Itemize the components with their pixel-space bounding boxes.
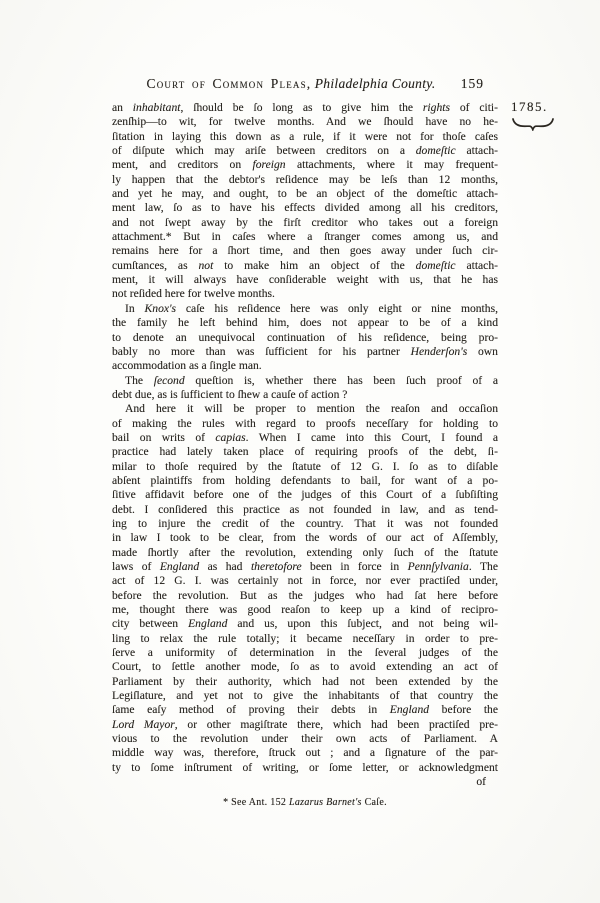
- text-line: ty to ſome inſtrument of writing, or ſome letter, or acknowledgment: [112, 760, 498, 774]
- text-line: middle way was, therefore, ſtruck out ; and a ſignature of the par-: [112, 746, 498, 760]
- text-line: abſent plaintiffs from holding defendants to bail, for want of a po-: [112, 473, 498, 487]
- text-line: Parliament by their authority, which had not been extended by the: [112, 674, 498, 688]
- text-line: Lord Mayor, or other magiſtrate there, which had been practiſed pre-: [112, 717, 498, 731]
- text-line: me, thought there was good reaſon to keep up a kind of recipro-: [112, 603, 498, 617]
- text-line: Legiſlature, and yet not to give the inhabitants of that country the: [112, 689, 498, 703]
- text-line: ing to injure the credit of the country. That it was not founded: [112, 516, 498, 530]
- text-line: in law I took to be clear, from the words of our act of Aſſembly,: [112, 531, 498, 545]
- text-line: ſitive affidavit before one of the judges of this Court of a ſubſiſting: [112, 488, 498, 502]
- text-block: [112, 101, 498, 790]
- header-title: [112, 76, 498, 92]
- header-court-name: Court of Common Pleas,: [146, 76, 312, 91]
- text-line: ment law, ſo as to have his effects divided among all his creditors,: [112, 201, 498, 215]
- text-line: before the revolution. But as the judges who had ſat here before: [112, 588, 498, 602]
- text-line: The ſecond queſtion is, whether there has been ſuch proof of a: [125, 373, 498, 387]
- text-line: In Knox's caſe his reſidence here was only eight or nine months,: [125, 301, 498, 315]
- footnote-text: * See Ant. 152 Lazarus Barnet's Caſe.: [223, 797, 387, 808]
- text-line: ſame eaſy method of proving their debts in England before the: [112, 703, 499, 717]
- text-line: attachment.* But in caſes where a ſtranger comes among us, and: [112, 230, 498, 244]
- text-line: ment, and creditors on foreign attachments, where it may frequent-: [112, 158, 498, 172]
- text-line: milar to thoſe required by the ſtatute of 12 G. I. ſo as to diſable: [112, 459, 498, 473]
- text-line: ling to relax the rule totally; it became neceſſary in order to pre-: [112, 631, 498, 645]
- text-line: ſitation in laying this down as a rule, if it were not for thoſe caſes: [112, 129, 498, 143]
- text-line: And here it will be proper to mention the reaſon and occaſion: [125, 402, 498, 416]
- paragraph-lines: [112, 101, 498, 775]
- text-line: and not ſwept away by the firſt creditor who takes out a foreign: [112, 215, 498, 229]
- text-line: made ſhortly after the revolution, extending only ſuch of the ſtatute: [112, 545, 498, 559]
- text-line: debt due, as is ſufficient to ſhew a cauſe of action ?: [112, 387, 348, 401]
- text-line: bail on writs of capias. When I came into this Court, I found a: [112, 430, 498, 444]
- text-line: of diſpute which may ariſe between creditors on a domeſtic attach-: [112, 144, 498, 158]
- text-line: cumſtances, as not to make him an object of the domeſtic attach-: [112, 258, 498, 272]
- text-line: ſerve a uniformity of determination in the ſeveral judges of the: [112, 646, 498, 660]
- text-line: accommodation as a ſingle man.: [112, 359, 262, 373]
- text-line: debt. I conſidered this practice as not founded in law, and as tend-: [112, 502, 498, 516]
- text-line: ly happen that the debtor's reſidence may be leſs than 12 months,: [112, 172, 498, 186]
- margin-year-note: [511, 98, 571, 131]
- text-line: an inhabitant, ſhould be ſo long as to give him the rights of citi-: [112, 101, 499, 114]
- page-number: 159: [460, 76, 484, 91]
- text-line: of making the rules with regard to proofs neceſſary for holding to: [112, 416, 498, 430]
- text-line: remains here for a ſhort time, and then goes away under ſuch cir-: [112, 244, 498, 258]
- text-line: zenſhip—to wit, for twelve months. And we ſhould have no he-: [112, 115, 498, 129]
- text-line: to denote an unequivocal continuation of his reſidence, being pro-: [112, 330, 498, 344]
- text-line: laws of England as had theretofore been in force in Pennſylvania. The: [112, 560, 498, 573]
- text-line: city between England and us, upon this ſubject, and not being wil-: [112, 617, 498, 631]
- text-line: act of 12 G. I. was certainly not in force, nor ever practiſed under,: [112, 574, 498, 588]
- text-line: and yet he may, and ought, to be an object of the domeſtic attach-: [112, 187, 498, 201]
- header-county-name: Philadelphia County.: [314, 76, 436, 91]
- text-line: vious to the revolution under their own acts of Parliament. A: [112, 732, 498, 746]
- catchword: of: [476, 775, 486, 789]
- text-line: Court, to ſettle another mode, ſo as to avoid extending an act of: [112, 660, 498, 674]
- text-line: bably no more than was ſufficient for his partner Henderſon's own: [112, 344, 498, 358]
- running-header: [112, 76, 498, 94]
- text-line: not reſided here for twelve months.: [112, 287, 275, 301]
- text-line: the family he left behind him, does not appear to be of a kind: [112, 316, 498, 330]
- margin-year: 1785.: [511, 99, 548, 114]
- underbrace-squiggle-icon: [511, 117, 555, 131]
- text-line: ment, it will always have conſiderable weight with us, that he has: [112, 273, 498, 287]
- text-line: practice had lately taken place of requiring proofs of the debt, ſi-: [112, 445, 498, 459]
